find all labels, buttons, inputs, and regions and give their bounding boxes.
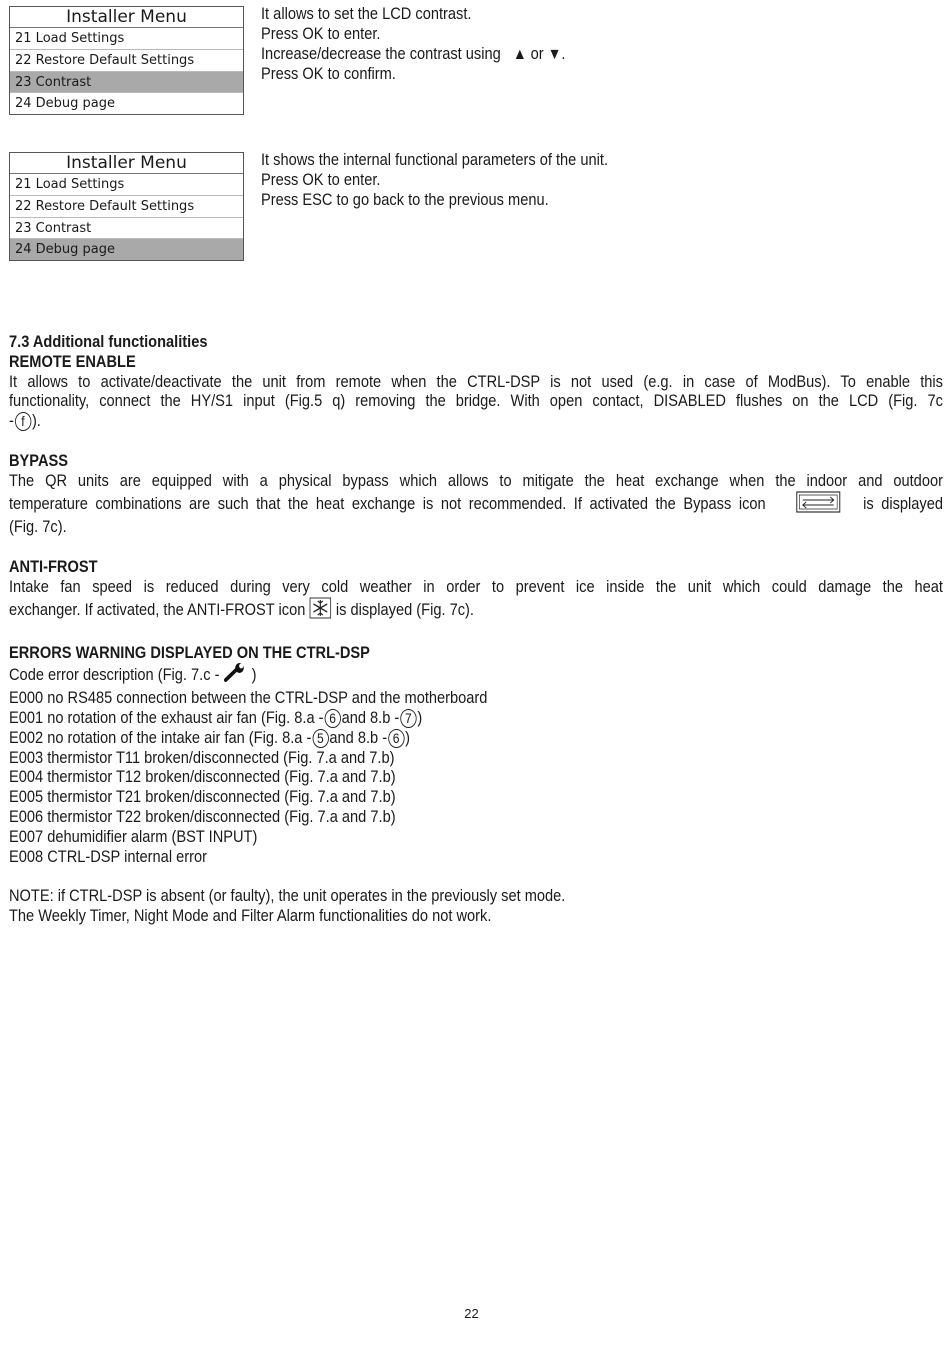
circled-number-icon: 6 [324,709,340,728]
anti-frost-icon [309,597,331,624]
circled-number-icon: 6 [388,729,404,748]
additional-functionalities-section: 7.3 Additional functionalities REMOTE ENABLE It allows to activate/deactivate the unit from remote when the CTRL-DSP is not used (e.g. in case of ModBus). To enable this functionality, connect the HY/S1 input (Fig.5 q) removing the bridge. With open contact, DISABLED flushes on the LCD (Fig. 7c - f ). BYPASS The QR units are equipped with a physical bypass which allows to mitigate the heat exchange when the indoor and outdoor temperature combinations are such that the heat exchange is not recommended. If activated the Bypass icon is displayed (Fig. 7c). ANTI-FROST Intake fan speed is reduced during very cold weather in order to prevent ice inside the unit which could damage the heat exchanger. If activated, the ANTI-FROST icon is displayed (Fig. 7c). ERRORS WARNING DISPLAYED ON THE CTRL-DSP Code error description (Fig. 7.c - ) E000 no RS485 connection between the CTRL-DSP and the motherboard E001 no rotation of the exhaust air fan (Fig. 8.a - 6 and 8.b - 7 ) E002 no rotation of the intake air fan (Fig. 8.a - 5 and 8.b - 6 ) E003 thermistor T11 broken/disconnected (Fig. 7.a and 7.b) E004 thermistor T12 broken/disconnected (Fig. 7.a and 7.b) E005 thermistor T21 broken/disconnected (Fig. 7.a and 7.b) E006 thermistor T22 broken/disconnected (Fig. 7.a and 7.b) E007 dehumidifier alarm (BST INPUT) E008 CTRL-DSP internal error NOTE: if CTRL-DSP is absent (or faulty), the unit operates in the previously set mode. The Weekly Timer, Night Mode and Filter Alarm functionalities do not work. [9,332,943,925]
bypass-icon [796,491,841,518]
error-e000: E000 no RS485 connection between the CTRL-DSP and the motherboard [9,687,488,707]
menu-item-debug-page: 24 Debug page [15,96,116,112]
section-heading: 7.3 Additional functionalities [9,332,208,351]
error-e006: E006 thermistor T22 broken/disconnected (Fig. 7.a and 7.b) [9,806,396,826]
circled-f-icon: f [15,412,31,431]
note-line-2: The Weekly Timer, Night Mode and Filter Alarm functionalities do not work. [9,905,492,925]
debug-description: It shows the internal functional parameters of the unit. Press OK to enter. Press ESC to go back to the previous menu. [261,150,609,209]
note-line-1: NOTE: if CTRL-DSP is absent (or faulty), the unit operates in the previously set mode. [9,886,566,906]
bypass-title: BYPASS [9,451,69,470]
installer-menu-contrast [9,6,244,115]
contrast-description: It allows to set the LCD contrast. Press OK to enter. Increase/decrease the contrast using ▲ or ▼. Press OK to confirm. [261,4,566,84]
menu-item-restore-default: 22 Restore Default Settings [10,50,243,72]
menu-item-debug-page: 24 Debug page [10,239,243,260]
wrench-icon [224,663,248,688]
menu-title: Installer Menu [10,153,243,174]
page-number: 22 [464,1306,479,1321]
circled-number-icon: 5 [312,729,328,748]
circled-number-icon: 7 [400,709,416,728]
installer-menu-debug [9,152,244,261]
error-e003: E003 thermistor T11 broken/disconnected (Fig. 7.a and 7.b) [9,747,395,767]
arrow-up-icon: ▲ [512,45,527,63]
menu-item-contrast: 23 Contrast [10,218,243,240]
menu-item-load-settings: 21 Load Settings [10,174,243,196]
errors-title: ERRORS WARNING DISPLAYED ON THE CTRL-DSP [9,643,370,663]
error-e001: E001 no rotation of the exhaust air fan (Fig. 8.a - 6 and 8.b - 7 ) [9,707,423,727]
menu-item-load-settings: 21 Load Settings [10,28,243,50]
error-e002: E002 no rotation of the intake air fan (Fig. 8.a - 5 and 8.b - 6 ) [9,727,411,747]
error-e005: E005 thermistor T21 broken/disconnected (Fig. 7.a and 7.b) [9,787,396,807]
error-e008: E008 CTRL-DSP internal error [9,846,208,866]
remote-enable-title: REMOTE ENABLE [9,351,136,371]
menu-item-restore-default: 22 Restore Default Settings [10,196,243,218]
menu-item-contrast: 23 Contrast [10,72,243,94]
error-e004: E004 thermistor T12 broken/disconnected (Fig. 7.a and 7.b) [9,767,396,787]
anti-frost-title: ANTI-FROST [9,556,98,576]
error-e007: E007 dehumidifier alarm (BST INPUT) [9,826,258,846]
menu-title: Installer Menu [10,7,243,28]
arrow-down-icon: ▼ [547,45,562,63]
